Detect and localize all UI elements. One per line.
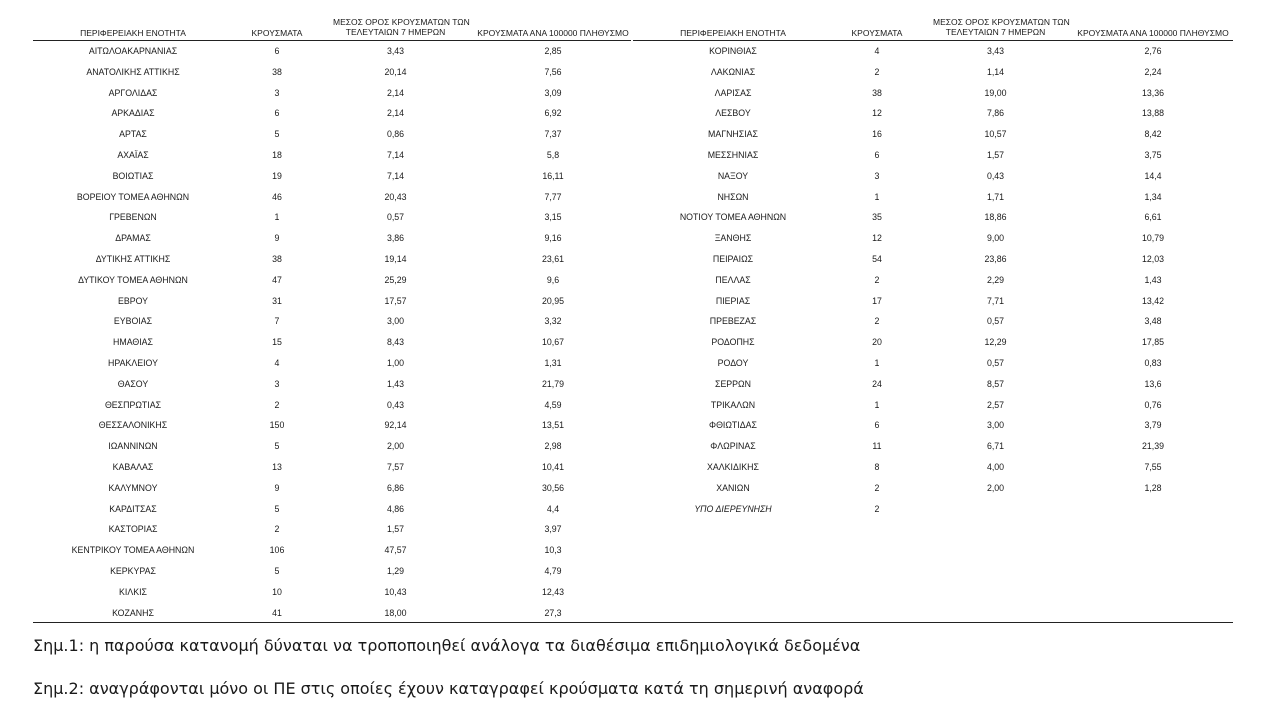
header-per100k: ΚΡΟΥΣΜΑΤΑ ΑΝΑ 100000 ΠΛΗΘΥΣΜΟ bbox=[1077, 28, 1229, 38]
region-cell: ΞΑΝΘΗΣ bbox=[714, 233, 752, 244]
cases-cell: 150 bbox=[269, 420, 285, 431]
region-cell: ΑΙΤΩΛΟΑΚΑΡΝΑΝΙΑΣ bbox=[88, 46, 178, 56]
region-cell: ΚΑΣΤΟΡΙΑΣ bbox=[108, 524, 158, 535]
region-cell: ΘΑΣΟΥ bbox=[117, 378, 149, 389]
region-cell: ΜΕΣΣΗΝΙΑΣ bbox=[707, 149, 759, 160]
cases-cell: 5 bbox=[274, 565, 280, 576]
region-cell: ΚΑΛΥΜΝΟΥ bbox=[108, 482, 158, 493]
header-avg bbox=[333, 17, 470, 38]
table-row bbox=[633, 499, 1233, 520]
cases-cell: 1 bbox=[874, 357, 880, 368]
table-row bbox=[33, 62, 631, 83]
avg-cell: 7,14 bbox=[386, 149, 405, 160]
left-table-body bbox=[33, 41, 631, 623]
per100k-cell: 21,79 bbox=[541, 378, 564, 389]
header-avg bbox=[933, 17, 1070, 38]
table-row bbox=[33, 332, 631, 353]
region-cell: ΜΑΓΝΗΣΙΑΣ bbox=[708, 129, 758, 140]
header-avg-line1: ΜΕΣΟΣ ΟΡΟΣ ΚΡΟΥΣΜΑΤΩΝ ΤΩΝ bbox=[333, 17, 470, 27]
cases-cell: 20 bbox=[872, 337, 882, 348]
table-row bbox=[33, 499, 631, 520]
table-row bbox=[33, 145, 631, 166]
per100k-cell: 12,43 bbox=[541, 586, 564, 597]
cases-cell: 47 bbox=[272, 274, 282, 285]
cases-cell: 2 bbox=[274, 399, 280, 410]
per100k-cell: 9,16 bbox=[544, 233, 562, 244]
cases-cell: 18 bbox=[272, 149, 282, 160]
per100k-cell: 23,61 bbox=[541, 253, 564, 264]
table-row bbox=[33, 374, 631, 395]
region-cell: ΧΑΛΚΙΔΙΚΗΣ bbox=[707, 461, 759, 472]
avg-cell: 12,29 bbox=[984, 337, 1007, 348]
cases-cell: 2 bbox=[874, 274, 880, 285]
table-row bbox=[33, 519, 631, 540]
per100k-cell: 7,37 bbox=[544, 129, 562, 140]
table-row bbox=[633, 478, 1233, 499]
cases-cell: 17 bbox=[872, 295, 882, 306]
table-row bbox=[633, 41, 1233, 62]
per100k-cell: 6,61 bbox=[1144, 212, 1162, 223]
cases-cell: 5 bbox=[274, 129, 280, 140]
region-cell: ΗΡΑΚΛΕΙΟΥ bbox=[108, 357, 158, 368]
region-cell: ΝΗΣΩΝ bbox=[717, 191, 749, 202]
table-row bbox=[633, 457, 1233, 478]
cases-cell: 9 bbox=[274, 233, 280, 244]
avg-cell: 10,43 bbox=[384, 586, 407, 597]
cases-cell: 4 bbox=[274, 357, 280, 368]
per100k-cell: 1,34 bbox=[1144, 191, 1162, 202]
avg-cell: 20,43 bbox=[384, 191, 407, 202]
header-avg-line1: ΜΕΣΟΣ ΟΡΟΣ ΚΡΟΥΣΜΑΤΩΝ ΤΩΝ bbox=[933, 17, 1070, 27]
region-cell: ΡΟΔΟΥ bbox=[717, 357, 749, 368]
table-row bbox=[33, 83, 631, 104]
table-row bbox=[33, 582, 631, 603]
per100k-cell: 6,92 bbox=[544, 108, 562, 119]
region-cell: ΘΕΣΣΑΛΟΝΙΚΗΣ bbox=[98, 420, 168, 431]
cases-cell: 19 bbox=[272, 170, 282, 181]
table-row bbox=[33, 561, 631, 582]
cases-cell: 6 bbox=[874, 149, 880, 160]
table-row bbox=[633, 436, 1233, 457]
cases-cell: 41 bbox=[272, 607, 282, 618]
cases-cell: 13 bbox=[272, 461, 282, 472]
table-row bbox=[33, 166, 631, 187]
avg-cell: 2,57 bbox=[986, 399, 1005, 410]
region-cell: ΒΟΙΩΤΙΑΣ bbox=[112, 170, 154, 181]
header-region: ΠΕΡΙΦΕΡΕΙΑΚΗ ΕΝΟΤΗΤΑ bbox=[680, 28, 786, 38]
avg-cell: 9,00 bbox=[986, 233, 1005, 244]
region-cell: ΚΟΡΙΝΘΙΑΣ bbox=[709, 46, 757, 56]
region-cell: ΤΡΙΚΑΛΩΝ bbox=[710, 399, 756, 410]
note-2: Σημ.2: αναγράφονται μόνο οι ΠΕ στις οποίες έχουν καταγραφεί κρούσματα κατά τη σημερινή αναφορά bbox=[33, 679, 864, 698]
avg-cell: 4,86 bbox=[386, 503, 405, 514]
per100k-cell: 3,79 bbox=[1144, 420, 1162, 431]
cases-cell: 2 bbox=[874, 66, 880, 77]
header-avg-line2: ΤΕΛΕΥΤΑΙΩΝ 7 ΗΜΕΡΩΝ bbox=[945, 27, 1046, 37]
per100k-cell: 17,85 bbox=[1141, 337, 1164, 348]
region-cell: ΕΒΡΟΥ bbox=[117, 295, 149, 306]
region-cell: ΙΩΑΝΝΙΝΩΝ bbox=[108, 441, 158, 452]
cases-cell: 46 bbox=[272, 191, 282, 202]
per100k-cell: 3,32 bbox=[544, 316, 562, 327]
avg-cell: 0,43 bbox=[986, 170, 1005, 181]
avg-cell: 1,57 bbox=[386, 524, 405, 535]
region-cell: ΑΡΤΑΣ bbox=[119, 129, 147, 140]
region-cell: ΚΑΡΔΙΤΣΑΣ bbox=[109, 503, 157, 514]
per100k-cell: 10,67 bbox=[541, 337, 564, 348]
region-cell: ΑΡΓΟΛΙΔΑΣ bbox=[108, 87, 158, 98]
table-row bbox=[633, 311, 1233, 332]
table-row bbox=[633, 249, 1233, 270]
region-cell: ΚΟΖΑΝΗΣ bbox=[112, 607, 154, 618]
avg-cell: 19,14 bbox=[384, 253, 407, 264]
cases-cell: 38 bbox=[272, 253, 282, 264]
avg-cell: 7,14 bbox=[386, 170, 405, 181]
region-cell: ΔΥΤΙΚΗΣ ΑΤΤΙΚΗΣ bbox=[95, 253, 171, 264]
region-cell: ΚΕΝΤΡΙΚΟΥ ΤΟΜΕΑ ΑΘΗΝΩΝ bbox=[71, 545, 195, 556]
avg-cell: 1,43 bbox=[386, 378, 405, 389]
cases-cell: 3 bbox=[274, 378, 280, 389]
cases-cell: 24 bbox=[872, 378, 882, 389]
per100k-cell: 27,3 bbox=[544, 607, 562, 618]
table-row bbox=[633, 207, 1233, 228]
cases-cell: 3 bbox=[874, 170, 880, 181]
cases-cell: 35 bbox=[872, 212, 882, 223]
cases-cell: 2 bbox=[874, 503, 880, 514]
avg-cell: 3,43 bbox=[986, 46, 1005, 56]
per100k-cell: 7,77 bbox=[544, 191, 562, 202]
per100k-cell: 13,36 bbox=[1141, 87, 1164, 98]
avg-cell: 2,00 bbox=[386, 441, 405, 452]
region-cell: ΕΥΒΟΙΑΣ bbox=[113, 316, 153, 327]
cases-cell: 10 bbox=[272, 586, 282, 597]
per100k-cell: 2,85 bbox=[544, 46, 562, 56]
table-row bbox=[33, 270, 631, 291]
avg-cell: 8,57 bbox=[986, 378, 1005, 389]
per100k-cell: 20,95 bbox=[541, 295, 564, 306]
note-1: Σημ.1: η παρούσα κατανομή δύναται να τροποποιηθεί ανάλογα τα διαθέσιμα επιδημιολογικά δεδομένα bbox=[33, 636, 861, 655]
cases-cell: 2 bbox=[874, 482, 880, 493]
avg-cell: 1,29 bbox=[386, 565, 405, 576]
avg-cell: 1,71 bbox=[986, 191, 1005, 202]
per100k-cell: 3,09 bbox=[544, 87, 562, 98]
region-cell: ΛΕΣΒΟΥ bbox=[715, 108, 751, 119]
cases-cell: 6 bbox=[274, 108, 280, 119]
cases-cell: 6 bbox=[874, 420, 880, 431]
cases-cell: 1 bbox=[874, 191, 880, 202]
avg-cell: 23,86 bbox=[984, 253, 1007, 264]
region-cell: ΑΡΚΑΔΙΑΣ bbox=[111, 108, 155, 119]
table-row bbox=[33, 228, 631, 249]
per100k-cell: 2,76 bbox=[1144, 46, 1162, 56]
region-cell: ΑΧΑΪΑΣ bbox=[117, 149, 149, 160]
per100k-cell: 0,76 bbox=[1144, 399, 1162, 410]
avg-cell: 0,86 bbox=[386, 129, 405, 140]
avg-cell: 6,71 bbox=[986, 441, 1005, 452]
table-row bbox=[33, 41, 631, 62]
region-cell: ΛΑΚΩΝΙΑΣ bbox=[710, 66, 756, 77]
region-cell: ΚΑΒΑΛΑΣ bbox=[112, 461, 154, 472]
region-cell: ΔΡΑΜΑΣ bbox=[115, 233, 151, 244]
table-row bbox=[633, 270, 1233, 291]
per100k-cell: 7,56 bbox=[544, 66, 562, 77]
table-row bbox=[33, 436, 631, 457]
per100k-cell: 13,88 bbox=[1141, 108, 1164, 119]
per100k-cell: 21,39 bbox=[1141, 441, 1164, 452]
region-cell: ΡΟΔΟΠΗΣ bbox=[711, 337, 755, 348]
cases-cell: 31 bbox=[272, 295, 282, 306]
avg-cell: 0,57 bbox=[986, 357, 1005, 368]
per100k-cell: 5,8 bbox=[546, 149, 560, 160]
per100k-cell: 10,3 bbox=[544, 545, 562, 556]
region-cell: ΗΜΑΘΙΑΣ bbox=[113, 337, 153, 348]
per100k-cell: 4,79 bbox=[544, 565, 562, 576]
per100k-cell: 14,4 bbox=[1144, 170, 1162, 181]
region-cell: ΧΑΝΙΩΝ bbox=[716, 482, 750, 493]
region-cell: ΒΟΡΕΙΟΥ ΤΟΜΕΑ ΑΘΗΝΩΝ bbox=[76, 191, 190, 202]
cases-cell: 5 bbox=[274, 503, 280, 514]
table-row bbox=[633, 374, 1233, 395]
table-row bbox=[633, 395, 1233, 416]
cases-cell: 1 bbox=[274, 212, 280, 223]
region-cell: ΛΑΡΙΣΑΣ bbox=[714, 87, 752, 98]
table-row bbox=[33, 540, 631, 561]
avg-cell: 7,71 bbox=[986, 295, 1005, 306]
cases-cell: 7 bbox=[274, 316, 280, 327]
per100k-cell: 7,55 bbox=[1144, 461, 1162, 472]
region-cell: ΠΕΙΡΑΙΩΣ bbox=[712, 253, 754, 264]
table-row bbox=[33, 478, 631, 499]
region-cell: ΚΙΛΚΙΣ bbox=[119, 586, 147, 597]
avg-cell: 2,29 bbox=[986, 274, 1005, 285]
cases-cell: 54 bbox=[872, 253, 882, 264]
per100k-cell: 13,51 bbox=[541, 420, 564, 431]
table-row bbox=[633, 228, 1233, 249]
cases-cell: 5 bbox=[274, 441, 280, 452]
header-avg-line2: ΤΕΛΕΥΤΑΙΩΝ 7 ΗΜΕΡΩΝ bbox=[345, 27, 446, 37]
avg-cell: 20,14 bbox=[384, 66, 407, 77]
avg-cell: 92,14 bbox=[384, 420, 407, 431]
cases-cell: 1 bbox=[874, 399, 880, 410]
right-table-body bbox=[633, 41, 1233, 519]
per100k-cell: 10,79 bbox=[1141, 233, 1164, 244]
table-row bbox=[33, 124, 631, 145]
cases-cell: 38 bbox=[272, 66, 282, 77]
per100k-cell: 2,98 bbox=[544, 441, 562, 452]
cases-cell: 12 bbox=[872, 108, 882, 119]
avg-cell: 10,57 bbox=[984, 129, 1007, 140]
per100k-cell: 2,24 bbox=[1144, 66, 1162, 77]
region-cell: ΔΥΤΙΚΟΥ ΤΟΜΕΑ ΑΘΗΝΩΝ bbox=[78, 274, 188, 285]
table-row bbox=[633, 332, 1233, 353]
per100k-cell: 9,6 bbox=[546, 274, 560, 285]
table-row bbox=[633, 291, 1233, 312]
avg-cell: 25,29 bbox=[384, 274, 407, 285]
table-row bbox=[633, 415, 1233, 436]
region-cell: ΦΘΙΩΤΙΔΑΣ bbox=[709, 420, 757, 431]
table-row bbox=[33, 353, 631, 374]
table-row bbox=[33, 603, 631, 624]
right-table-header bbox=[633, 18, 1233, 41]
avg-cell: 4,00 bbox=[986, 461, 1005, 472]
per100k-cell: 3,75 bbox=[1144, 149, 1162, 160]
avg-cell: 7,86 bbox=[986, 108, 1005, 119]
region-cell: ΥΠΟ ΔΙΕΡΕΥΝΗΣΗ bbox=[694, 503, 772, 514]
per100k-cell: 1,28 bbox=[1144, 482, 1162, 493]
cases-cell: 2 bbox=[874, 316, 880, 327]
region-cell: ΝΟΤΙΟΥ ΤΟΜΕΑ ΑΘΗΝΩΝ bbox=[679, 212, 787, 223]
avg-cell: 18,00 bbox=[384, 607, 407, 618]
table-row bbox=[33, 291, 631, 312]
table-row bbox=[33, 249, 631, 270]
left-table-header bbox=[33, 18, 631, 41]
avg-cell: 6,86 bbox=[386, 482, 405, 493]
region-cell: ΦΛΩΡΙΝΑΣ bbox=[710, 441, 756, 452]
cases-cell: 15 bbox=[272, 337, 282, 348]
table-row bbox=[33, 207, 631, 228]
table-row bbox=[33, 395, 631, 416]
cases-cell: 38 bbox=[872, 87, 882, 98]
cases-cell: 16 bbox=[872, 129, 882, 140]
table-row bbox=[33, 311, 631, 332]
region-cell: ΝΑΞΟΥ bbox=[717, 170, 749, 181]
per100k-cell: 13,42 bbox=[1141, 295, 1164, 306]
cases-cell: 3 bbox=[274, 87, 280, 98]
avg-cell: 17,57 bbox=[384, 295, 407, 306]
avg-cell: 1,00 bbox=[386, 357, 405, 368]
per100k-cell: 13,6 bbox=[1144, 378, 1162, 389]
cases-cell: 9 bbox=[274, 482, 280, 493]
per100k-cell: 16,11 bbox=[542, 170, 564, 181]
avg-cell: 3,00 bbox=[986, 420, 1005, 431]
region-cell: ΣΕΡΡΩΝ bbox=[715, 378, 751, 389]
per100k-cell: 12,03 bbox=[1141, 253, 1164, 264]
per100k-cell: 8,42 bbox=[1144, 129, 1162, 140]
table-row bbox=[633, 83, 1233, 104]
table-row bbox=[33, 415, 631, 436]
region-cell: ΠΙΕΡΙΑΣ bbox=[715, 295, 751, 306]
cases-cell: 106 bbox=[269, 545, 285, 556]
avg-cell: 7,57 bbox=[386, 461, 405, 472]
region-cell: ΓΡΕΒΕΝΩΝ bbox=[109, 212, 157, 223]
region-cell: ΘΕΣΠΡΩΤΙΑΣ bbox=[104, 399, 162, 410]
per100k-cell: 4,4 bbox=[546, 503, 560, 514]
table-row bbox=[33, 187, 631, 208]
avg-cell: 2,00 bbox=[986, 482, 1005, 493]
avg-cell: 2,14 bbox=[386, 87, 405, 98]
table-row bbox=[633, 353, 1233, 374]
avg-cell: 18,86 bbox=[984, 212, 1007, 223]
table-row bbox=[633, 124, 1233, 145]
per100k-cell: 0,83 bbox=[1144, 357, 1162, 368]
avg-cell: 0,57 bbox=[386, 212, 405, 223]
region-cell: ΠΡΕΒΕΖΑΣ bbox=[709, 316, 757, 327]
avg-cell: 8,43 bbox=[386, 337, 405, 348]
per100k-cell: 1,31 bbox=[544, 357, 562, 368]
region-cell: ΠΕΛΛΑΣ bbox=[715, 274, 751, 285]
avg-cell: 0,43 bbox=[386, 399, 405, 410]
header-cases: ΚΡΟΥΣΜΑΤΑ bbox=[851, 28, 903, 38]
avg-cell: 3,43 bbox=[386, 46, 405, 56]
table-bottom-rule bbox=[33, 622, 1233, 623]
avg-cell: 0,57 bbox=[986, 316, 1005, 327]
cases-cell: 4 bbox=[874, 46, 880, 56]
table-row bbox=[633, 145, 1233, 166]
avg-cell: 2,14 bbox=[386, 108, 405, 119]
per100k-cell: 1,43 bbox=[1144, 274, 1162, 285]
avg-cell: 19,00 bbox=[984, 87, 1007, 98]
avg-cell: 47,57 bbox=[384, 545, 407, 556]
avg-cell: 1,57 bbox=[986, 149, 1005, 160]
avg-cell: 3,00 bbox=[386, 316, 405, 327]
table-row bbox=[633, 103, 1233, 124]
cases-cell: 12 bbox=[872, 233, 882, 244]
avg-cell: 1,14 bbox=[986, 66, 1005, 77]
per100k-cell: 4,59 bbox=[544, 399, 562, 410]
table-row bbox=[633, 166, 1233, 187]
region-cell: ΚΕΡΚΥΡΑΣ bbox=[110, 565, 156, 576]
header-region: ΠΕΡΙΦΕΡΕΙΑΚΗ ΕΝΟΤΗΤΑ bbox=[80, 28, 186, 38]
cases-cell: 2 bbox=[274, 524, 280, 535]
header-cases: ΚΡΟΥΣΜΑΤΑ bbox=[251, 28, 303, 38]
per100k-cell: 3,15 bbox=[544, 212, 562, 223]
right-table bbox=[633, 18, 1233, 519]
region-cell: ΑΝΑΤΟΛΙΚΗΣ ΑΤΤΙΚΗΣ bbox=[86, 66, 180, 77]
avg-cell: 3,86 bbox=[386, 233, 405, 244]
table-row bbox=[633, 62, 1233, 83]
header-per100k: ΚΡΟΥΣΜΑΤΑ ΑΝΑ 100000 ΠΛΗΘΥΣΜΟ bbox=[477, 28, 629, 38]
per100k-cell: 3,97 bbox=[544, 524, 562, 535]
per100k-cell: 30,56 bbox=[541, 482, 564, 493]
left-table bbox=[33, 18, 631, 623]
cases-cell: 6 bbox=[274, 46, 280, 56]
table-row bbox=[33, 457, 631, 478]
cases-cell: 8 bbox=[874, 461, 880, 472]
cases-cell: 11 bbox=[872, 441, 882, 452]
table-row bbox=[633, 187, 1233, 208]
per100k-cell: 10,41 bbox=[541, 461, 564, 472]
per100k-cell: 3,48 bbox=[1144, 316, 1162, 327]
table-row bbox=[33, 103, 631, 124]
